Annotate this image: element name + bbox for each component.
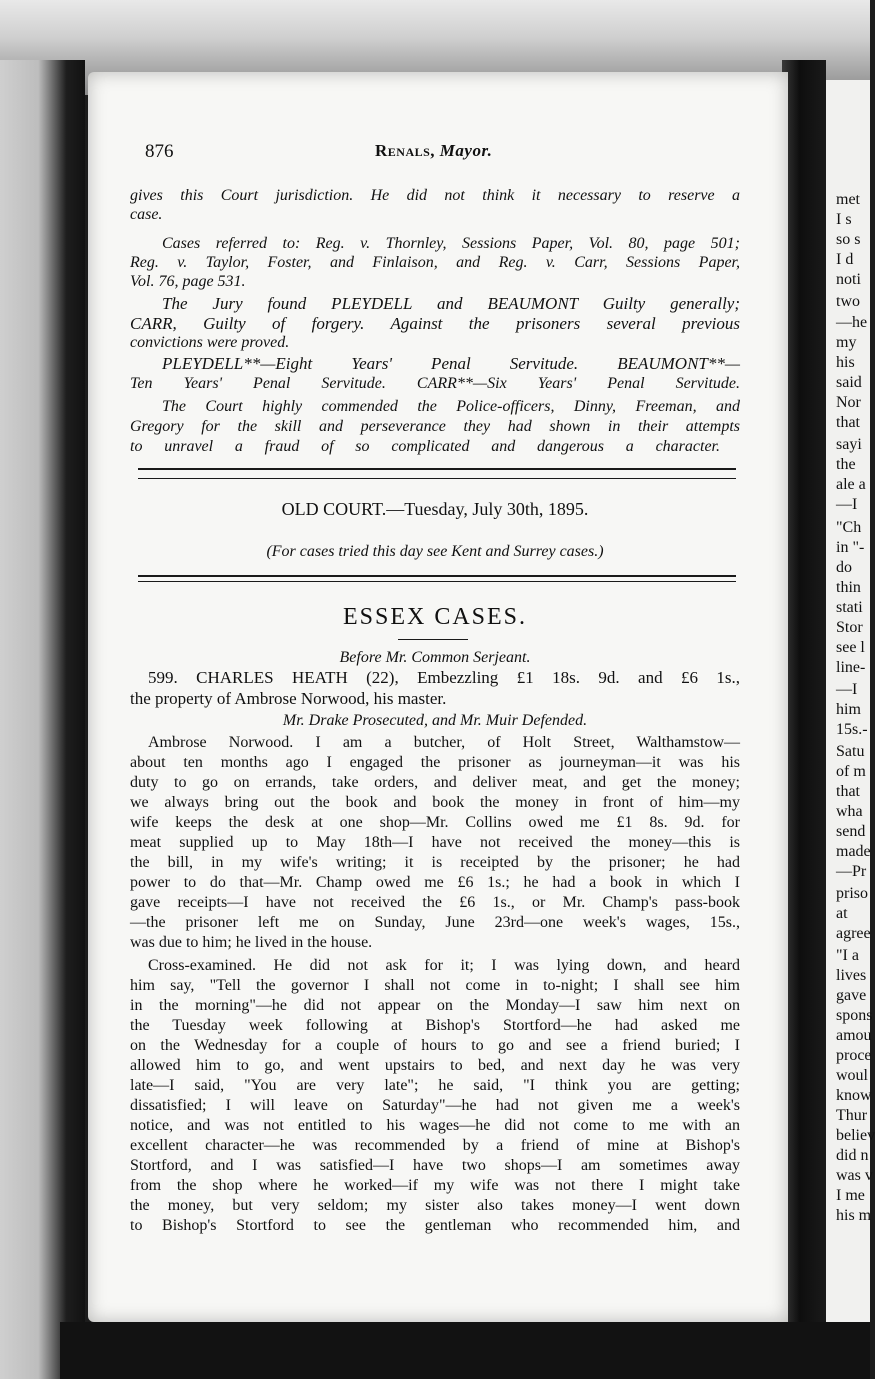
case-line: gave receipts—I have not received the £6 1s., or Mr. Champ's pass-book	[130, 894, 740, 911]
facing-page-fragment: stati	[836, 599, 863, 616]
title-rule	[398, 639, 468, 640]
facing-page-fragment: do	[836, 559, 852, 576]
case-line: in the morning"—he did not appear on the Monday—I saw him next on	[130, 997, 740, 1014]
case-line: the bill, in my wife's writing; it is receipted by the prisoner; he had	[130, 854, 740, 871]
case-line: Ambrose Norwood. I am a butcher, of Holt Street, Walthamstow—	[148, 734, 740, 751]
scanner-backdrop-bottom	[60, 1322, 870, 1379]
facing-page-fragment: spons	[836, 1007, 873, 1024]
facing-page-fragment: —Pr	[836, 863, 867, 880]
facing-page-fragment: was v	[836, 1167, 873, 1184]
running-head	[375, 141, 492, 161]
facing-page-edge	[826, 80, 875, 1330]
section-title: ESSEX CASES.	[342, 604, 528, 630]
facing-page-fragment: Stor	[836, 619, 863, 636]
case-line: on the Wednesday for a couple of hours to go and see a friend buried; I	[130, 1037, 740, 1054]
facing-page-fragment: wha	[836, 803, 863, 820]
case-line: Cross-examined. He did not ask for it; I was lying down, and heard	[148, 957, 740, 974]
facing-page-fragment: made	[836, 843, 871, 860]
facing-page-fragment: so s	[836, 231, 861, 248]
counsel-line: Mr. Drake Prosecuted, and Mr. Muir Defended.	[282, 712, 588, 729]
case-line: —the prisoner left me on Sunday, June 23rd—one week's wages, 15s.,	[130, 914, 740, 931]
facing-page-fragment: that	[836, 783, 860, 800]
facing-page-fragment: Nor	[836, 394, 861, 411]
facing-page-fragment: lives	[836, 967, 867, 984]
case-line: late—I said, "You are very late"; he said, "I think you are getting;	[130, 1077, 740, 1094]
facing-page-fragment: I d	[836, 251, 854, 268]
top-line: PLEYDELL**—Eight Years' Penal Servitude. BEAUMONT**—	[162, 354, 740, 373]
facing-page-fragment: line-	[836, 659, 866, 676]
top-line: Reg. v. Taylor, Foster, and Finlaison, and Reg. v. Carr, Sessions Paper,	[130, 254, 740, 271]
facing-page-fragment: "I a	[836, 947, 859, 964]
facing-page-fragment: the	[836, 456, 856, 473]
facing-page-fragment: I me	[836, 1187, 865, 1204]
case-line: power to do that—Mr. Champ owed me £6 1s.; he had a book in which I	[130, 874, 740, 891]
facing-page-fragment: noti	[836, 271, 861, 288]
case-line: meat supplied up to May 18th—I have not received the money—this is	[130, 834, 740, 851]
top-line: Gregory for the skill and perseverance they had shown in their attempts	[130, 418, 740, 435]
facing-page-fragment: priso	[836, 885, 868, 902]
facing-page-fragment: woul	[836, 1067, 868, 1084]
court-note: (For cases tried this day see Kent and Surrey cases.)	[266, 543, 604, 560]
facing-page-fragment: said	[836, 374, 862, 391]
facing-page-fragment: see l	[836, 639, 865, 656]
court-heading: OLD COURT.—Tuesday, July 30th, 1895.	[281, 499, 589, 519]
top-line: to unravel a fraud of so complicated and dangerous a character.	[130, 438, 720, 455]
facing-page-fragment: that	[836, 414, 860, 431]
facing-page-fragment: believ	[836, 1127, 875, 1144]
case-line: the property of Ambrose Norwood, his master.	[130, 689, 447, 708]
facing-page-fragment: send	[836, 823, 866, 840]
facing-page-fragment: 15s.-	[836, 721, 868, 738]
page-header	[145, 141, 745, 167]
facing-page-fragment: met	[836, 191, 860, 208]
facing-page-fragment: of m	[836, 763, 866, 780]
facing-page-fragment: —he	[836, 314, 868, 331]
facing-page-fragment: his	[836, 354, 855, 371]
facing-page-fragment: in "-	[836, 539, 865, 556]
case-line: from the shop where he worked—if my wife was not there I might take	[130, 1177, 740, 1194]
section-rule	[138, 575, 736, 577]
facing-page-fragment: my	[836, 334, 857, 351]
top-line: gives this Court jurisdiction. He did not think it necessary to reserve a	[130, 187, 740, 204]
facing-page-fragment: "Ch	[836, 519, 862, 536]
facing-page-fragment: know	[836, 1087, 872, 1104]
case-line: was due to him; he lived in the house.	[130, 934, 373, 951]
case-line: Stortford, and I was satisfied—I have two shops—I am sometimes away	[130, 1157, 740, 1174]
case-line: wife keeps the desk at one shop—Mr. Collins owed me £1 8s. 9d. for	[130, 814, 740, 831]
facing-page-fragment: I s	[836, 211, 852, 228]
case-line: about ten months ago I engaged the prisoner as journeyman—it was his	[130, 754, 740, 771]
facing-page-fragment: Thur	[836, 1107, 868, 1124]
top-line: CARR, Guilty of forgery. Against the prisoners several previous	[130, 314, 740, 333]
facing-page-fragment: —I	[836, 496, 858, 513]
facing-page-fragment: thin	[836, 579, 861, 596]
facing-page-fragment: gave	[836, 987, 867, 1004]
page-number: 876	[145, 141, 174, 162]
top-line: Ten Years' Penal Servitude. CARR**—Six Years' Penal Servitude.	[130, 375, 740, 392]
section-rule	[138, 581, 736, 582]
top-line: The Jury found PLEYDELL and BEAUMONT Guilty generally;	[162, 294, 740, 313]
case-line: we always bring out the book and book the money in front of him—my	[130, 794, 740, 811]
facing-page-fragment: him	[836, 701, 861, 718]
case-line: to Bishop's Stortford to see the gentleman who recommended him, and	[130, 1217, 740, 1234]
facing-page-fragment: Satu	[836, 743, 865, 760]
facing-page-fragment: his m	[836, 1207, 872, 1224]
case-line: allowed him to go, and went upstairs to bed, and next day he was very	[130, 1057, 740, 1074]
facing-page-fragment: did n	[836, 1147, 869, 1164]
facing-page-fragment: ale a	[836, 476, 866, 493]
case-line: notice, and was not entitled to his wages—he did not come to me with an	[130, 1117, 740, 1134]
case-line: the Tuesday week following at Bishop's Stortford—he had asked me	[130, 1017, 740, 1034]
top-line: convictions were proved.	[130, 334, 290, 351]
top-line: case.	[130, 206, 163, 223]
top-line: Vol. 76, page 531.	[130, 273, 246, 290]
top-line: The Court highly commended the Police-officers, Dinny, Freeman, and	[162, 398, 740, 415]
case-line: him say, "Tell the governor I shall not come in to-night; I shall see him	[130, 977, 740, 994]
top-line: Cases referred to: Reg. v. Thornley, Sessions Paper, Vol. 80, page 501;	[162, 235, 740, 252]
case-line: dissatisfied; I will leave on Saturday"—he had not given me a week's	[130, 1097, 740, 1114]
before-judge: Before Mr. Common Serjeant.	[339, 649, 531, 666]
facing-page-fragment: proce	[836, 1047, 872, 1064]
facing-page-fragment: —I	[836, 681, 858, 698]
facing-page-fragment: two	[836, 293, 860, 310]
book-left-edge	[0, 60, 85, 1379]
section-rule	[138, 468, 736, 470]
case-line: excellent character—he was recommended by a friend of mine at Bishop's	[130, 1137, 740, 1154]
case-line: the money, but very seldom; my sister also takes money—I went down	[130, 1197, 740, 1214]
facing-page-fragment: agree	[836, 925, 871, 942]
facing-page-fragment: amou	[836, 1027, 872, 1044]
running-head-name: Renals,	[375, 141, 436, 160]
running-head-title: Mayor.	[439, 141, 493, 160]
section-rule	[138, 478, 736, 479]
book-gutter	[782, 60, 826, 1360]
facing-page-fragment: sayi	[836, 436, 862, 453]
facing-page-fragment: at	[836, 905, 848, 922]
case-line: 599. CHARLES HEATH (22), Embezzling £1 18s. 9d. and £6 1s.,	[148, 668, 740, 687]
case-line: duty to go on errands, take orders, and deliver meat, and get the money;	[130, 774, 740, 791]
